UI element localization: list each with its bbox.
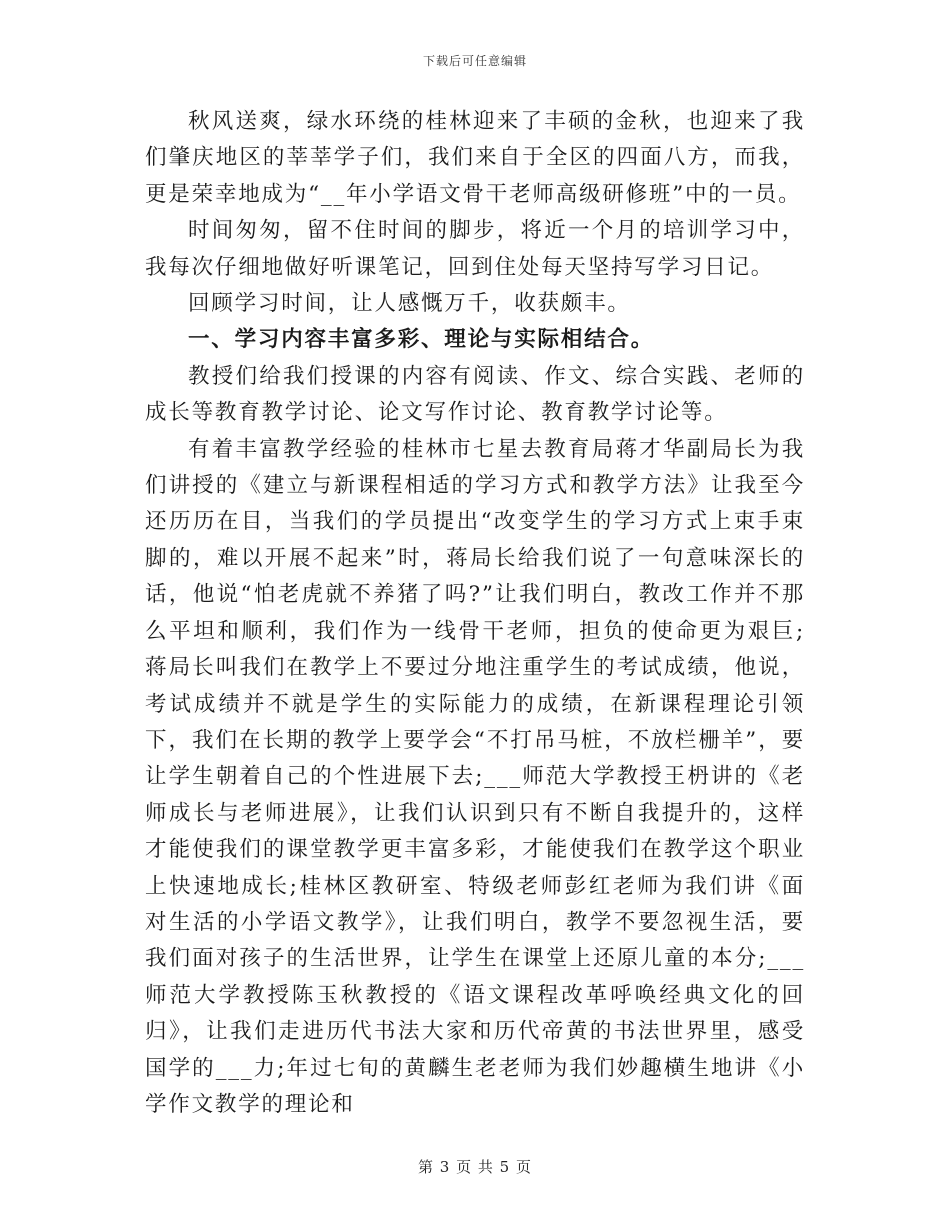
page-header: 下载后可任意编辑 bbox=[422, 54, 527, 68]
paragraph-course-content: 教授们给我们授课的内容有阅读、作文、综合实践、老师的成长等教育教学讨论、论文写作讨论、教育教学讨论等。 bbox=[145, 363, 805, 426]
document-body bbox=[145, 104, 805, 1123]
paragraph-time: 时间匆匆，留不住时间的脚步，将近一个月的培训学习中，我每次仔细地做好听课笔记，回到住处每天坚持写学习日记。 bbox=[145, 218, 805, 280]
paragraph-review: 回顾学习时间，让人感慨万千，收获颇丰。 bbox=[188, 291, 631, 317]
paragraph-lectures: 有着丰富教学经验的桂林市七星去教育局蒋才华副局长为我们讲授的《建立与新课程相适的学习方式和教学方法》让我至今还历历在目，当我们的学员提出“改变学生的学习方式上束手束脚的，难以开展不起来”时，蒋局长给我们说了一句意味深长的话，他说“怕老虎就不养猪了吗?”让我们明白，教改工作并不那么平坦和顺利，我们作为一线骨干老师，担负的使命更为艰巨;蒋局长叫我们在教学上不要过分地注重学生的考试成绩，他说，考试成绩并不就是学生的实际能力的成绩，在新课程理论引领下，我们在长期的教学上要学会“不打吊马桩，不放栏栅羊”，要让学生朝着自己的个性进展下去;___师范大学教授王枬讲的《老师成长与老师进展》，让我们认识到只有不断自我提升的，这样才能使我们的课堂教学更丰富多彩，才能使我们在教学这个职业上快速地成长;桂林区教研室、特级老师彭红老师为我们讲《面对生活的小学语文教学》，让我们明白，教学不要忽视生活，要我们面对孩子的生活世界，让学生在课堂上还原儿童的本分;___师范大学教授陈玉秋教授的《语文课程改革呼唤经典文化的回归》，让我们走进历代书法大家和历代帝黄的书法世界里，感受国学的___力;年过七旬的黄麟生老老师为我们妙趣横生地讲《小学作文教学的理论和 bbox=[145, 436, 805, 1117]
paragraph-intro: 秋风送爽，绿水环绕的桂林迎来了丰硕的金秋，也迎来了我们肇庆地区的莘莘学子们，我们来自于全区的四面八方，而我，更是荣幸地成为“__年小学语文骨干老师高级研修班”中的一员。 bbox=[145, 109, 805, 207]
page-number: 第 3 页 共 5 页 bbox=[418, 1158, 532, 1176]
section-heading: 一、学习内容丰富多彩、理论与实际相结合。 bbox=[188, 327, 655, 353]
